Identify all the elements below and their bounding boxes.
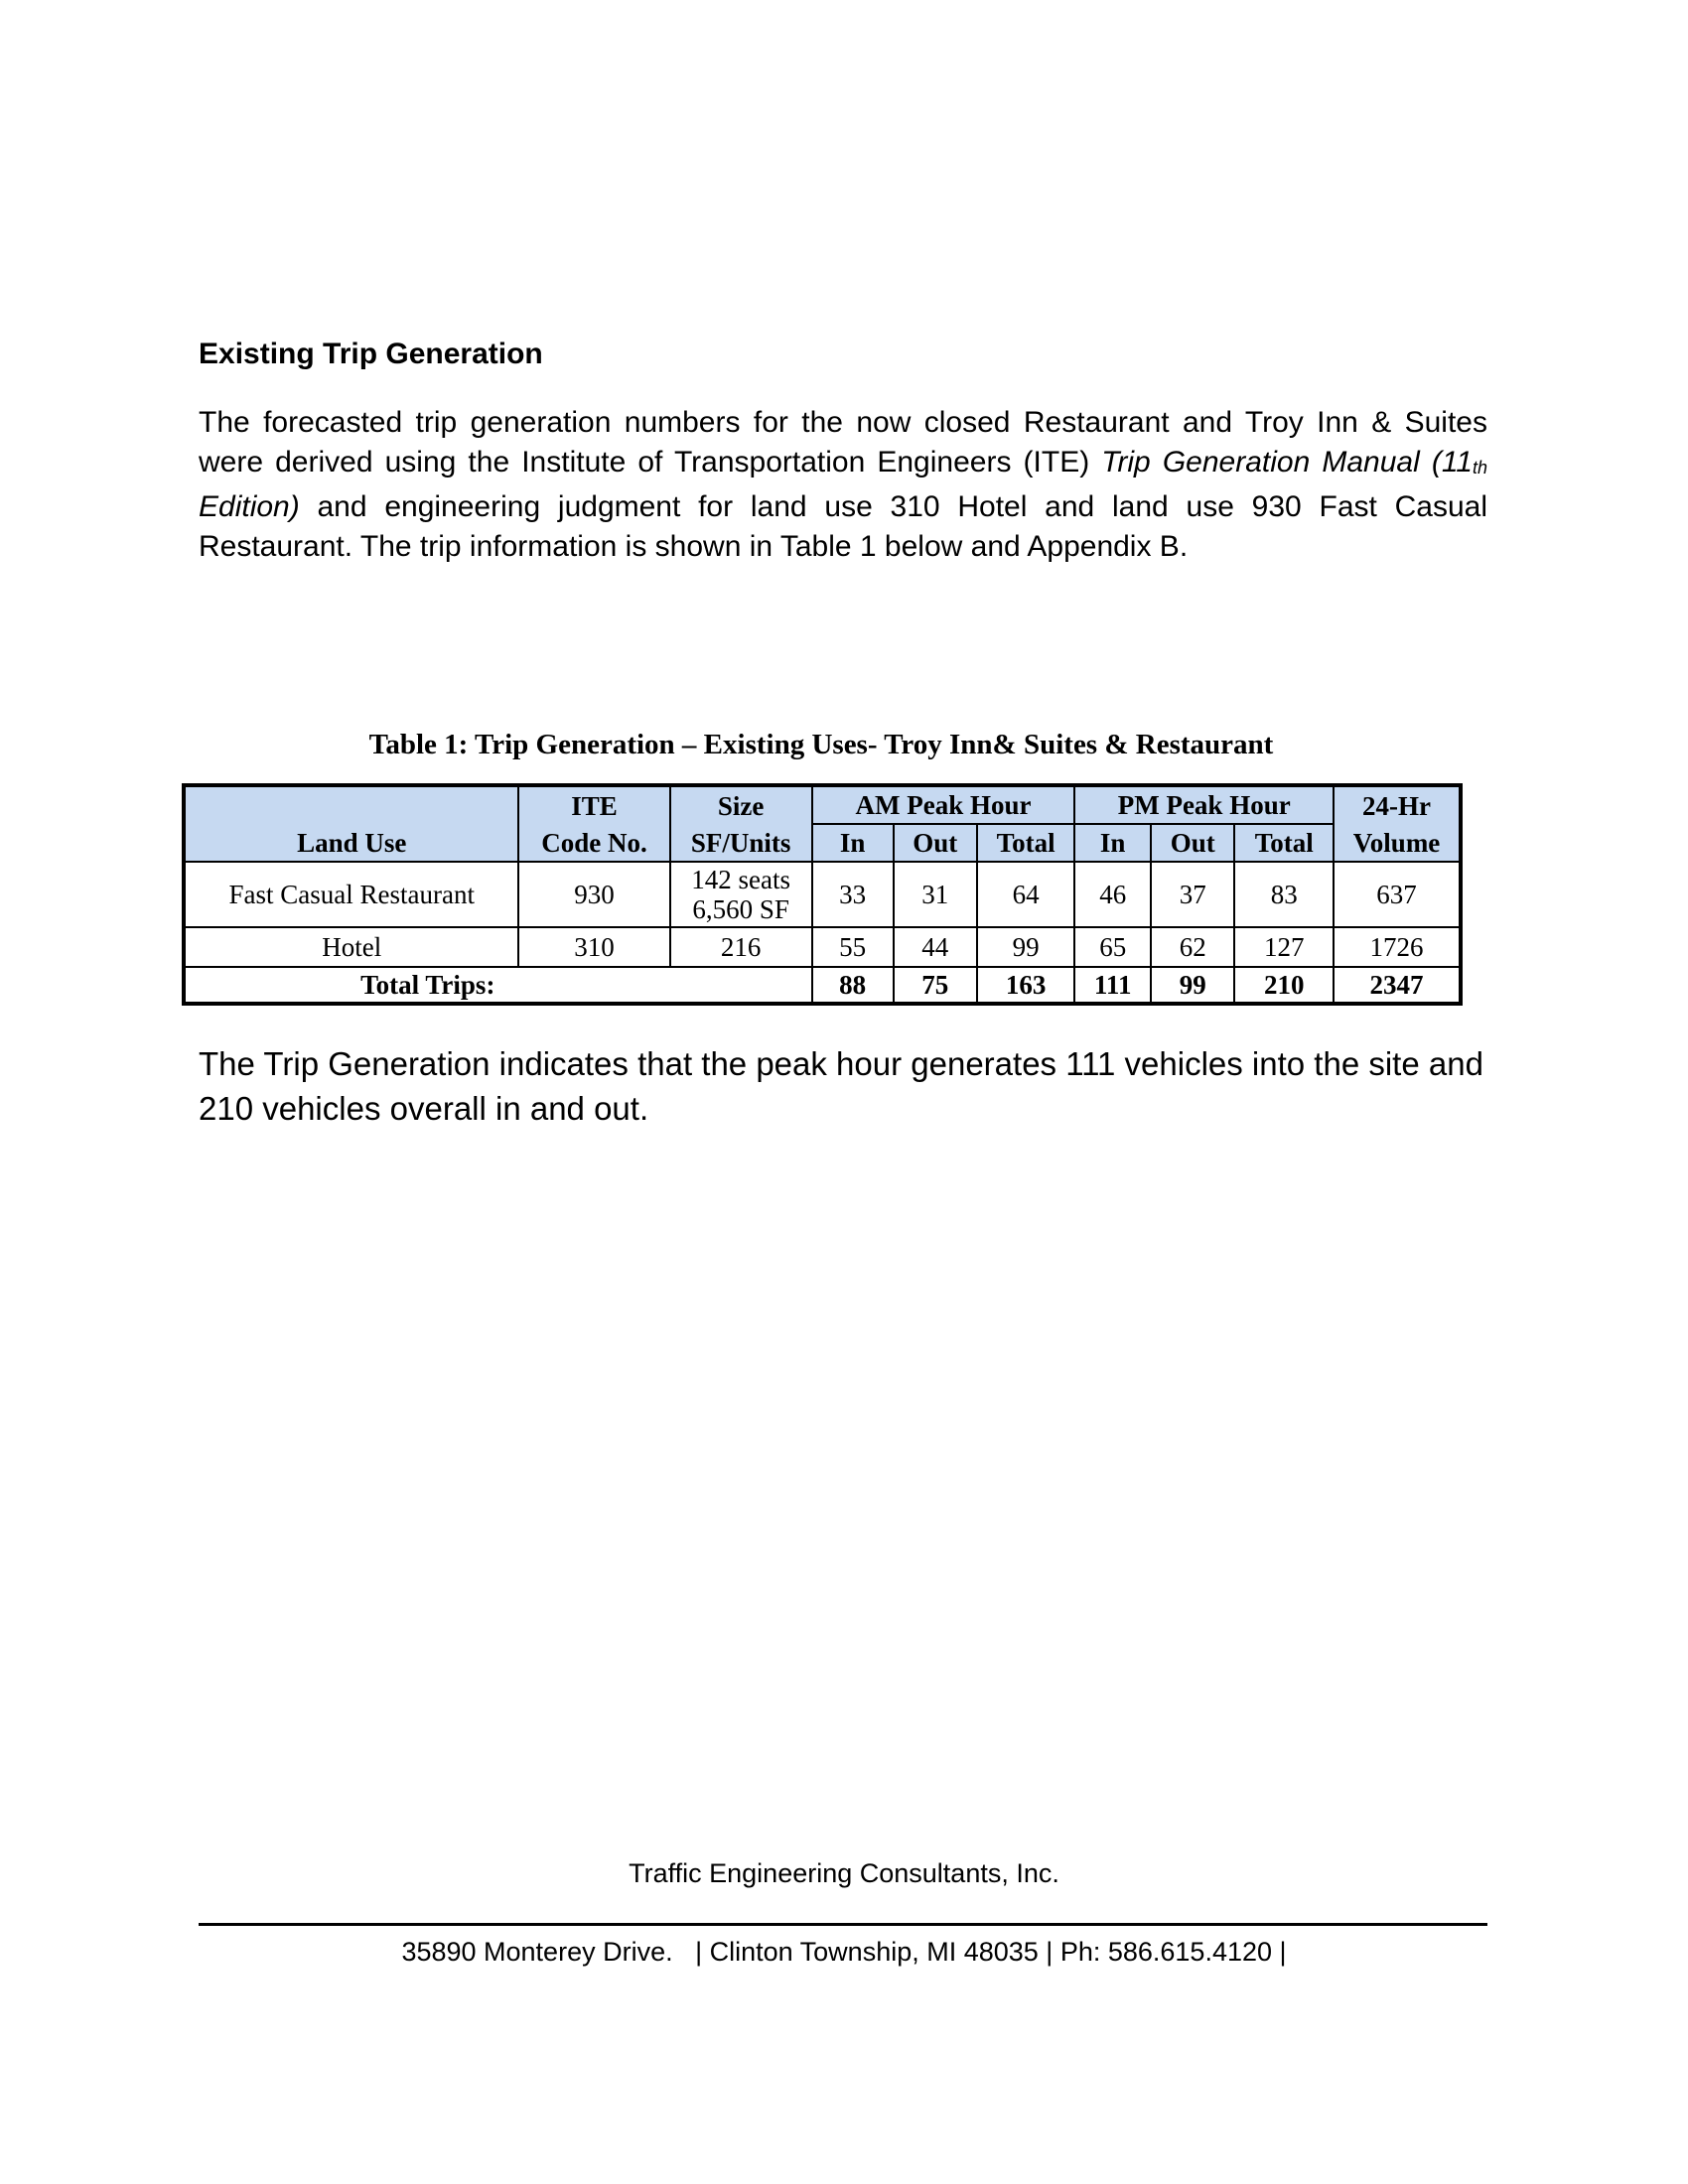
- cell-pm-in: 46: [1074, 862, 1151, 927]
- footer-company: Traffic Engineering Consultants, Inc.: [629, 1858, 1059, 1888]
- table-header-row-1: [184, 785, 1461, 824]
- intro-paragraph: [199, 403, 1487, 567]
- cell-total-pm-in: 111: [1074, 967, 1151, 1004]
- cell-pm-out: 62: [1151, 927, 1234, 967]
- cell-total-volume: 2347: [1334, 967, 1461, 1004]
- footer-address: 35890 Monterey Drive. | Clinton Township, MI 48035 | Ph: 586.615.4120 |: [401, 1937, 1287, 1967]
- table-row: [184, 862, 1461, 927]
- header-pm-peak: PM Peak Hour: [1074, 785, 1334, 824]
- header-volume: Volume: [1334, 824, 1461, 862]
- header-pm-total: Total: [1234, 824, 1334, 862]
- cell-land-use: Fast Casual Restaurant: [184, 862, 518, 927]
- header-24hr: 24-Hr: [1334, 785, 1461, 824]
- header-am-out: Out: [894, 824, 977, 862]
- cell-total-blank: [670, 967, 812, 1004]
- header-land-use-top: [184, 785, 518, 824]
- cell-am-in: 33: [812, 862, 894, 927]
- cell-code: 930: [518, 862, 669, 927]
- cell-total-am-total: 163: [977, 967, 1074, 1004]
- cell-am-in: 55: [812, 927, 894, 967]
- cell-size-line1: 142 seats: [691, 865, 791, 894]
- cell-pm-total: 83: [1234, 862, 1334, 927]
- table-total-row: [184, 967, 1461, 1004]
- cell-am-out: 31: [894, 862, 977, 927]
- cell-volume: 1726: [1334, 927, 1461, 967]
- cell-size: [670, 862, 812, 927]
- table-caption: Table 1: Trip Generation – Existing Uses- Troy Inn& Suites & Restaurant: [368, 729, 1274, 760]
- header-sf-units: SF/Units: [670, 824, 812, 862]
- section-heading: Existing Trip Generation: [199, 338, 543, 370]
- cell-total-label: Total Trips:: [184, 967, 670, 1004]
- cell-total-pm-out: 99: [1151, 967, 1234, 1004]
- cell-land-use: Hotel: [184, 927, 518, 967]
- header-ite: ITE: [518, 785, 669, 824]
- header-pm-out: Out: [1151, 824, 1234, 862]
- cell-total-am-out: 75: [894, 967, 977, 1004]
- header-size: Size: [670, 785, 812, 824]
- cell-total-am-in: 88: [812, 967, 894, 1004]
- trip-generation-table: [182, 783, 1463, 1006]
- cell-volume: 637: [1334, 862, 1461, 927]
- cell-total-pm-total: 210: [1234, 967, 1334, 1004]
- intro-text-part2: and engineering judgment for land use 310 Hotel and land use 930 Fast Casual Restaurant. The trip information is shown in Table 1 below and Appendix B.: [199, 490, 1487, 563]
- header-pm-in: In: [1074, 824, 1151, 862]
- header-am-in: In: [812, 824, 894, 862]
- manual-title: Trip Generation Manual (11th Edition): [199, 446, 1487, 523]
- summary-paragraph: The Trip Generation indicates that the peak hour generates 111 vehicles into the site and 210 vehicles overall in and out.: [199, 1045, 1483, 1127]
- cell-pm-in: 65: [1074, 927, 1151, 967]
- header-code-no: Code No.: [518, 824, 669, 862]
- cell-am-out: 44: [894, 927, 977, 967]
- cell-code: 310: [518, 927, 669, 967]
- cell-am-total: 99: [977, 927, 1074, 967]
- edition-suffix: th: [1472, 458, 1487, 478]
- cell-pm-out: 37: [1151, 862, 1234, 927]
- cell-am-total: 64: [977, 862, 1074, 927]
- table-row: [184, 927, 1461, 967]
- intro-text-part1: The forecasted trip generation numbers for the now closed Restaurant and Troy Inn & Suites were derived using the Institute of Transportation Engineers (ITE): [199, 406, 1487, 478]
- header-land-use: Land Use: [184, 824, 518, 862]
- header-am-peak: AM Peak Hour: [812, 785, 1075, 824]
- table-header-row-2: [184, 824, 1461, 862]
- cell-pm-total: 127: [1234, 927, 1334, 967]
- edition-close: Edition): [199, 490, 300, 523]
- header-am-total: Total: [977, 824, 1074, 862]
- cell-size: 216: [670, 927, 812, 967]
- cell-size-line2: 6,560 SF: [692, 894, 789, 924]
- footer-divider: [199, 1923, 1487, 1926]
